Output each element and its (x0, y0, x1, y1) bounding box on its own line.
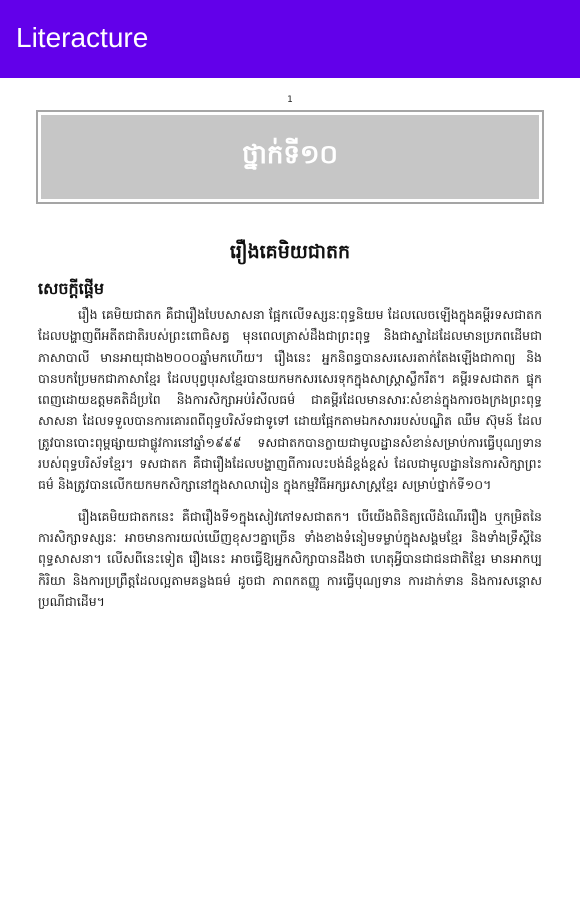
story-title: រឿងគេមិយជាតក (229, 241, 351, 263)
paragraph-intro: រឿង គេមិយជាតក គឺជារឿងបែបសាសនា ផ្អែកលើទស្សនៈពុទ្ធនិយម ដែលលេចឡើងក្នុងគម្ពីរទសជាតក ដែលបង្ហាញពីអតីតជាតិរបស់ព្រះពោធិសត្វ មុនពេលត្រាស់ដឹងជាព្រះពុទ្ធ និងជាស្នាដៃដែលមានប្រភពដើមជាភាសាបាលី មានអាយុជាង២០០០ឆ្នាំមកហើយ។ រឿងនេះ អ្នកនិពន្ធបានសរសេរតាក់តែងឡើងជាកាព្យ និងបានបកប្រែមកជាភាសាខ្មែរ ដែលបុព្វបុរសខ្មែរបានយកមកសរសេរទុកក្នុងសាស្ត្រាស្លឹករឹត។ គម្ពីរទសជាតក ផ្ទុកពេញដោយឧត្តមគតិដ៏ប្រពៃ និងការសិក្សាអប់រំសីលធម៌ ជាគម្ពីរដែលមានសារៈសំខាន់ក្នុងការចងក្រងព្រះពុទ្ធសាសនា ដែលទទួលបានការគោរពពីពុទ្ធបរិស័ទជាទូទៅ ដោយផ្អែកតាមឯកសាររបស់បណ្ឌិត ឈឹម ស៊ុមន៍ ដែលត្រូវបានបោះពុម្ពផ្សាយជាផ្លូវការនៅឆ្នាំ១៩៩៩ ទសជាតកបានក្លាយជាមូលដ្ឋានសំខាន់សម្រាប់ការធ្វើបុណ្យទានរបស់ពុទ្ធបរិស័ទខ្មែរ។ ទសជាតក គឺជារឿងដែលបង្ហាញពីការលះបង់ដ៏ខ្ពង់ខ្ពស់ ដែលជាមូលដ្ឋាននៃការសិក្សាព្រះធម៌ និងត្រូវបានលើកយកមកសិក្សានៅក្នុងសាលារៀន ក្នុងកម្មវិធីអក្សរសាស្ត្រខ្មែរ សម្រាប់ថ្នាក់ទី១០។ (38, 307, 542, 493)
grade-banner (38, 112, 542, 202)
app-bar (0, 0, 580, 78)
paragraph-second: រឿងគេមិយជាតកនេះ គឺជារឿងទី១ក្នុងសៀវភៅទសជាតក។ បើយើងពិនិត្យលើដំណើររឿង ឬកម្រិតនៃការសិក្សាទស្សនៈ អាចមានការយល់ឃើញខុសៗគ្នាច្រើន ទាំងខាងទំនៀមទម្លាប់ក្នុងសង្គមខ្មែរ និងទាំងទ្រឹស្តីនៃពុទ្ធសាសនា។ លើសពីនេះទៀត រឿងនេះ អាចធ្វើឱ្យអ្នកសិក្សាបានដឹងថា ហេតុអ្វីបានជាជនជាតិខ្មែរ មានអាកប្បកិរិយា និងការប្រព្រឹត្តដែលល្អតាមគន្លងធម៌ ដូចជា ភាពកតញ្ញូ ការធ្វើបុណ្យទាន ការដាក់ទាន និងការសន្ដោសប្រណីជាដើម។ (38, 508, 542, 609)
grade-title: ថ្នាក់ទី១០ (242, 140, 338, 170)
section-title: សេចក្តីផ្តើម (38, 279, 105, 298)
app-title: Literacture (16, 22, 149, 53)
document-content[interactable] (0, 78, 580, 612)
page-number: 1 (287, 95, 293, 105)
